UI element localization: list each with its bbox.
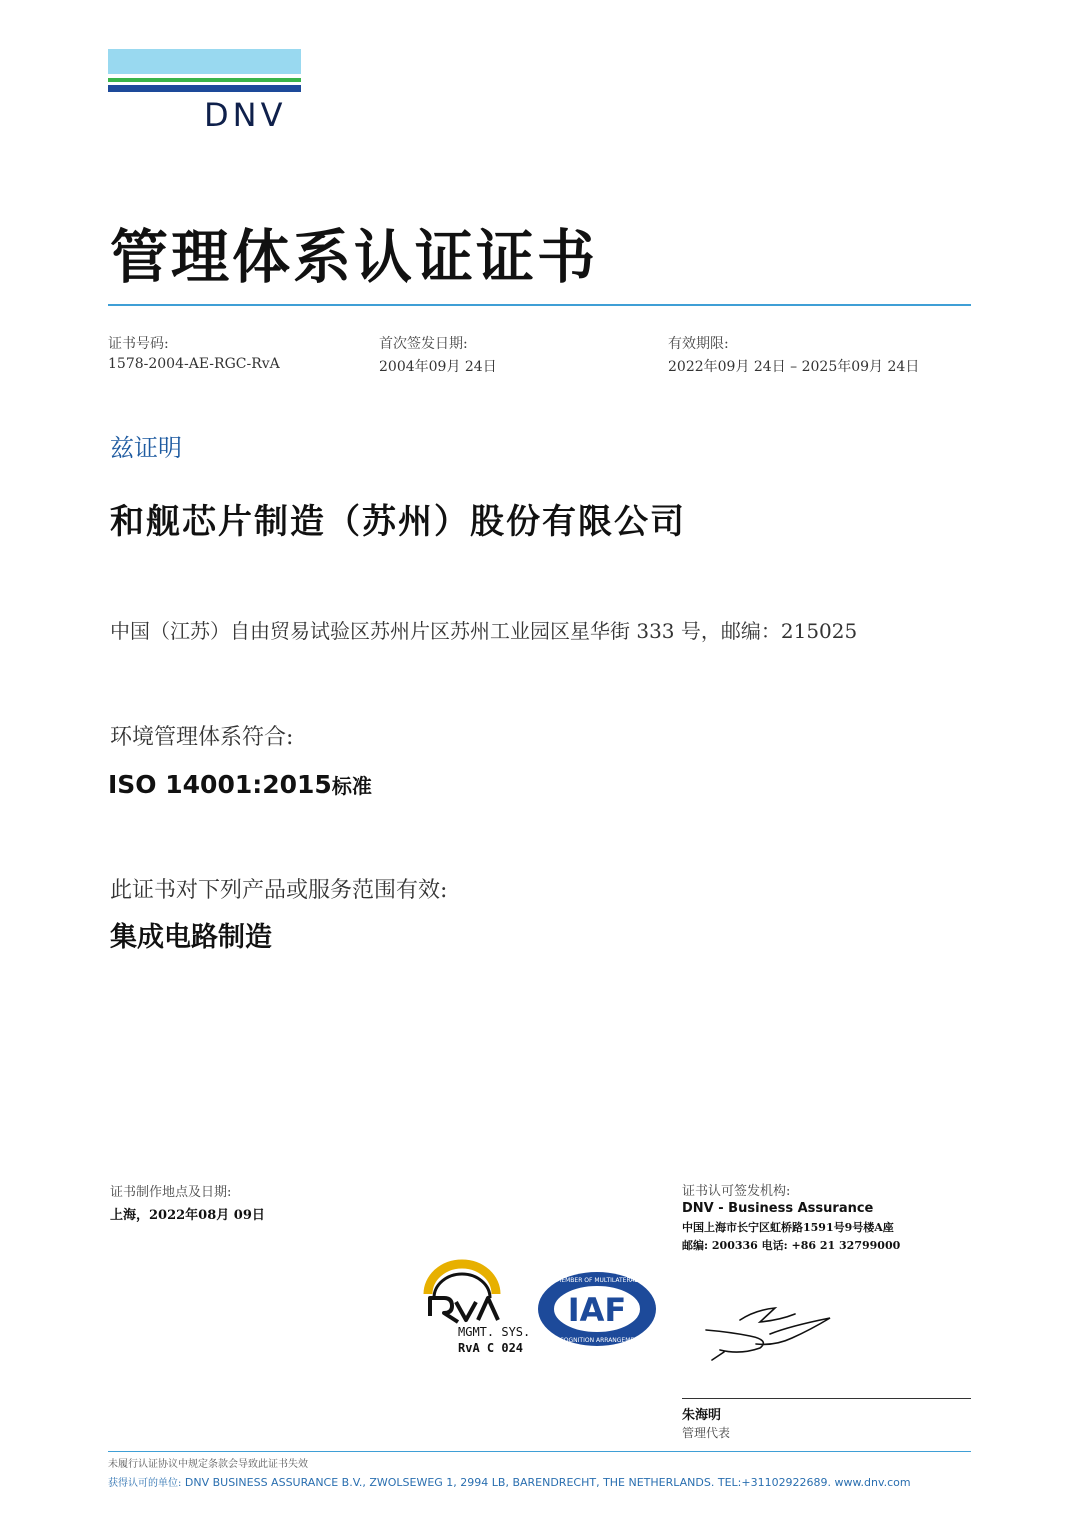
company-address: 中国（江苏）自由贸易试验区苏州片区苏州工业园区星华街 333 号，邮编：215025 xyxy=(110,619,858,643)
company-name: 和舰芯片制造（苏州）股份有限公司 xyxy=(110,502,686,542)
iaf-logo-text: IAF xyxy=(567,1291,627,1329)
title-divider xyxy=(108,304,971,306)
signatory-title: 管理代表 xyxy=(682,1426,731,1440)
rva-arc-icon xyxy=(428,1264,496,1294)
initial-date-value: 2004年09月 24日 xyxy=(379,359,497,375)
dnv-logo-bars xyxy=(108,49,301,92)
hereby-certify: 兹证明 xyxy=(110,434,182,462)
handwritten-signature xyxy=(700,1300,840,1365)
place-date-value: 上海，2022年08月 09日 xyxy=(110,1208,265,1223)
scope-value: 集成电路制造 xyxy=(110,922,272,953)
cert-number-value: 1578-2004-AE-RGC-RvA xyxy=(108,356,280,372)
standard-name xyxy=(108,770,372,799)
issuer-contact: 邮编: 200336 电话: +86 21 32799000 xyxy=(682,1239,901,1252)
scope-label: 此证书对下列产品或服务范围有效: xyxy=(110,878,448,903)
iaf-ring-top: MEMBER OF MULTILATERAL xyxy=(556,1277,638,1284)
iaf-mark xyxy=(536,1270,658,1348)
iaf-ring-bottom: RECOGNITION ARRANGEMENT xyxy=(551,1337,643,1344)
rva-line-1: MGMT. SYS. xyxy=(458,1325,531,1339)
conformity-label: 环境管理体系符合: xyxy=(110,725,294,750)
initial-date-label: 首次签发日期: xyxy=(379,336,468,352)
cert-number-label: 证书号码: xyxy=(108,336,169,352)
logo-bar-light-blue xyxy=(108,49,301,74)
issuer-label: 证书认可签发机构: xyxy=(682,1184,791,1199)
standard-suffix: 标准 xyxy=(331,774,372,798)
issuer-address: 中国上海市长宁区虹桥路1591号9号楼A座 xyxy=(682,1221,894,1234)
validity-value: 2022年09月 24日 – 2025年09月 24日 xyxy=(668,359,920,375)
footer-accreditation xyxy=(108,1474,911,1489)
standard-code: ISO 14001:2015 xyxy=(108,770,332,799)
rva-accreditation-mark xyxy=(420,1258,535,1358)
issuer-name: DNV - Business Assurance xyxy=(682,1201,874,1216)
dnv-logo-text: DNV xyxy=(204,96,287,134)
accredited-text: DNV BUSINESS ASSURANCE B.V., ZWOLSEWEG 1, 2994 LB, BARENDRECHT, THE NETHERLANDS. TEL:+31102922689. www.dnv.com xyxy=(184,1476,911,1489)
footer-divider xyxy=(108,1451,971,1452)
logo-bar-blue xyxy=(108,85,301,92)
footer-note: 未履行认证协议中规定条款会导致此证书失效 xyxy=(108,1459,308,1470)
certificate-title: 管理体系认证证书 xyxy=(110,223,599,291)
accredited-label: 获得认可的单位: xyxy=(108,1478,182,1489)
signature-line xyxy=(682,1398,971,1399)
signatory-name: 朱海明 xyxy=(682,1408,722,1423)
place-date-label: 证书制作地点及日期: xyxy=(110,1185,232,1200)
validity-label: 有效期限: xyxy=(668,336,729,352)
rva-line-2: RvA C 024 xyxy=(458,1341,524,1355)
